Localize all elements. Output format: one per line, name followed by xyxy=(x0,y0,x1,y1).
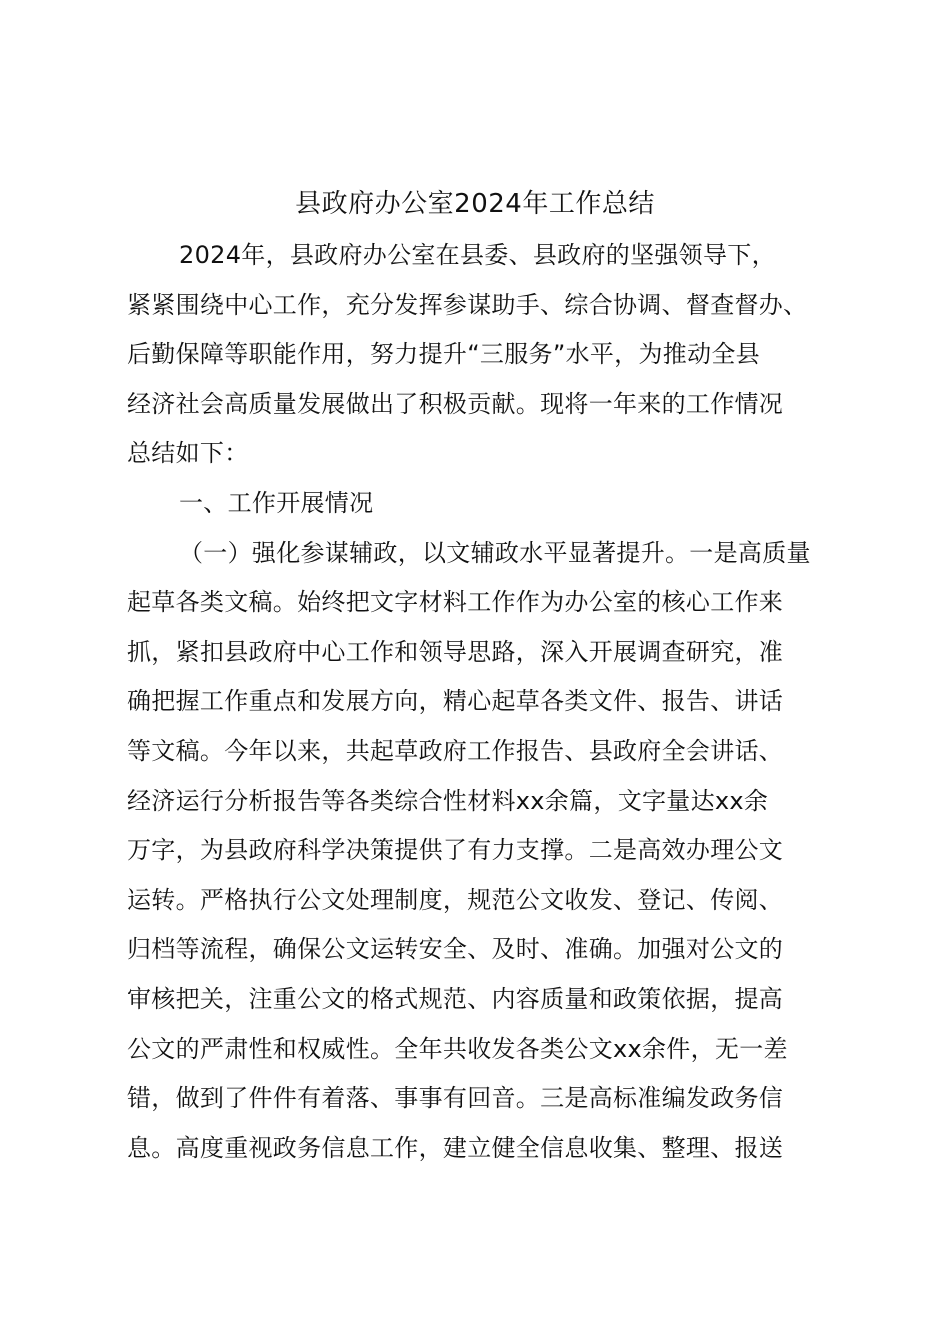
body-line: 一、工作开展情况 xyxy=(179,488,374,517)
body-line: 总结如下： xyxy=(127,439,249,468)
body-line: 运转。严格执行公文处理制度，规范公文收发、登记、传阅、 xyxy=(127,885,784,914)
body-line: 抓，紧扣县政府中心工作和领导思路，深入开展调查研究，准 xyxy=(127,637,784,666)
body-line: 公文的严肃性和权威性。全年共收发各类公文xx余件，无一差 xyxy=(127,1034,788,1063)
body-line: 等文稿。今年以来，共起草政府工作报告、县政府全会讲话、 xyxy=(127,736,784,765)
document-body xyxy=(127,231,833,1173)
body-line: 2024年，县政府办公室在县委、县政府的坚强领导下， xyxy=(179,241,776,269)
body-line: 万字，为县政府科学决策提供了有力支撑。二是高效办理公文 xyxy=(127,836,784,865)
document-title: 县政府办公室2024年工作总结 xyxy=(295,189,655,219)
body-line: 后勤保障等职能作用，努力提升“三服务”水平，为推动全县 xyxy=(127,340,760,369)
body-line: （一）强化参谋辅政，以文辅政水平显著提升。一是高质量 xyxy=(179,538,811,567)
body-line: 经济社会高质量发展做出了积极贡献。现将一年来的工作情况 xyxy=(127,389,784,418)
body-line: 起草各类文稿。始终把文字材料工作作为办公室的核心工作来 xyxy=(127,588,784,617)
body-line: 息。高度重视政务信息工作，建立健全信息收集、整理、报送 xyxy=(127,1133,784,1162)
body-line: 确把握工作重点和发展方向，精心起草各类文件、报告、讲话 xyxy=(127,687,784,716)
body-line: 经济运行分析报告等各类综合性材料xx余篇，文字量达xx余 xyxy=(127,786,769,815)
body-line: 紧紧围绕中心工作，充分发挥参谋助手、综合协调、督查督办、 xyxy=(127,290,808,319)
body-line: 归档等流程，确保公文运转安全、及时、准确。加强对公文的 xyxy=(127,935,784,964)
body-line: 审核把关，注重公文的格式规范、内容质量和政策依据，提高 xyxy=(127,984,784,1013)
body-line: 错，做到了件件有着落、事事有回音。三是高标准编发政务信 xyxy=(127,1084,784,1113)
